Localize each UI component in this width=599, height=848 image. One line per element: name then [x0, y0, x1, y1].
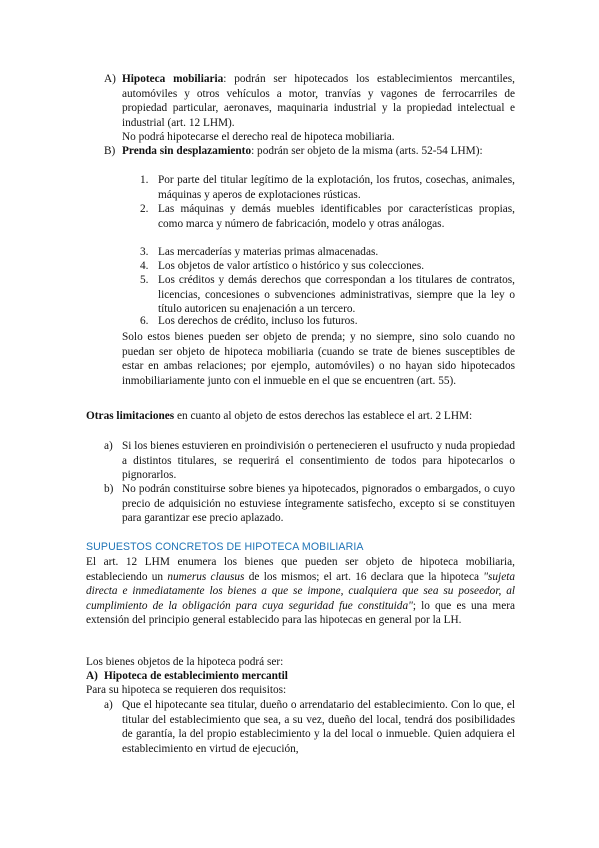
list-item-marker: 6.: [140, 315, 149, 327]
list-item: Que el hipotecante sea titular, dueño o arrendatario del establecimiento. Con lo que, el titular del establecimiento que sea, a su vez, dueño del local, tendrá dos posibilidades de garantía, la del propio establecimiento y la del local o inmueble. Quien adquiera el establecimiento en virtud de ejecución,: [122, 699, 515, 755]
section-b-text: : podrán ser objeto de la misma (arts. 52-54 LHM):: [251, 145, 483, 157]
bienes-intro: Los bienes objetos de la hipoteca podrá ser:: [86, 656, 284, 668]
section-a-title: Hipoteca mobiliaria: [122, 73, 224, 85]
list-item: No podrán constituirse sobre bienes ya hipotecados, pignorados o embargados, o cuyo precio de adquisición no estuviese íntegramente satisfecho, excepto si se constituyen para garantizar ese precio aplazado.: [122, 483, 515, 524]
requisitos-intro: Para su hipoteca se requieren dos requisitos:: [86, 684, 287, 696]
list-item-marker: a): [104, 699, 113, 711]
section-a-text: : podrán ser hipotecados los establecimientos mercantiles, automóviles y otros vehículos a motor, tranvías y vagones de ferrocarriles de propiedad particular, aeronaves, maquinaria industrial y la propiedad intelectual e industrial (art. 12 LHM).: [122, 73, 516, 129]
list-item-marker: 1.: [140, 174, 149, 186]
list-item: Si los bienes estuvieren en proindivisión o pertenecieren el usufructo y nuda propiedad a distintos titulares, se requerirá el consentimiento de todos para hipotecarlos o pignorarlos.: [122, 440, 515, 481]
list-item: Las máquinas y demás muebles identificables por características propias, como marca y número de fabricación, modelo y otras análogas.: [158, 203, 515, 230]
subsection-title: Hipoteca de establecimiento mercantil: [104, 670, 288, 682]
text-run: El art. 12 LHM enumera los bienes que pueden ser objeto de hipoteca mobiliaria, estableciendo un: [86, 556, 515, 583]
section-a-marker: A): [104, 73, 116, 85]
section-b-marker: B): [104, 145, 116, 157]
otras-paragraph: [86, 409, 515, 424]
quoted-article: "sujeta directa e inmediatamente los bienes a que se impone, cualquiera que sea su poseedor, al cumplimiento de la obligación para cuya seguridad fue constituida": [86, 570, 515, 612]
supuestos-paragraph: [86, 555, 515, 628]
section-b-intro: [122, 144, 515, 159]
text-run: ; lo que es una mera extensión del principio general establecido para las hipotecas en general por la LH.: [86, 599, 515, 626]
list-item-marker: 3.: [140, 246, 149, 258]
list-item-marker: a): [104, 440, 113, 452]
list-item: Los objetos de valor artístico o histórico y sus colecciones.: [158, 260, 425, 272]
otras-title: Otras limitaciones: [86, 410, 175, 422]
otras-text: en cuanto al objeto de estos derechos las establece el art. 2 LHM:: [174, 410, 473, 422]
section-a-note: No podrá hipotecarse el derecho real de hipoteca mobiliaria.: [122, 131, 395, 143]
subsection-marker: A): [86, 670, 98, 682]
section-heading: SUPUESTOS CONCRETOS DE HIPOTECA MOBILIARIA: [86, 541, 364, 553]
section-b-closing: Solo estos bienes pueden ser objeto de prenda; y no siempre, sino solo cuando no puedan ser objeto de hipoteca mobiliaria (cuando se trate de bienes susceptibles de estar en ambas relaciones; por ejemplo, automóviles) o no hayan sido hipotecados inmobiliariamente junto con el inmueble en el que se encuentren (art. 55).: [122, 331, 515, 387]
latin-term: numerus clausus: [167, 570, 245, 583]
list-item-marker: 4.: [140, 260, 149, 272]
text-run: de los mismos; el art. 16 declara que la hipoteca: [244, 570, 484, 583]
list-item-marker: b): [104, 483, 114, 495]
list-item: Los créditos y demás derechos que correspondan a los titulares de contratos, licencias, concesiones o subvenciones administrativas, siempre que la ley o título autoricen su enajenación a un tercero.: [158, 274, 515, 315]
section-a-paragraph: [122, 72, 515, 145]
list-item: Los derechos de crédito, incluso los futuros.: [158, 315, 358, 327]
list-item: Por parte del titular legítimo de la explotación, los frutos, cosechas, animales, máquinas y aperos de explotaciones rústicas.: [158, 174, 515, 201]
list-item: Las mercaderías y materias primas almacenadas.: [158, 246, 379, 258]
list-item-marker: 5.: [140, 274, 149, 286]
section-b-title: Prenda sin desplazamiento: [122, 145, 252, 157]
list-item-marker: 2.: [140, 203, 149, 215]
